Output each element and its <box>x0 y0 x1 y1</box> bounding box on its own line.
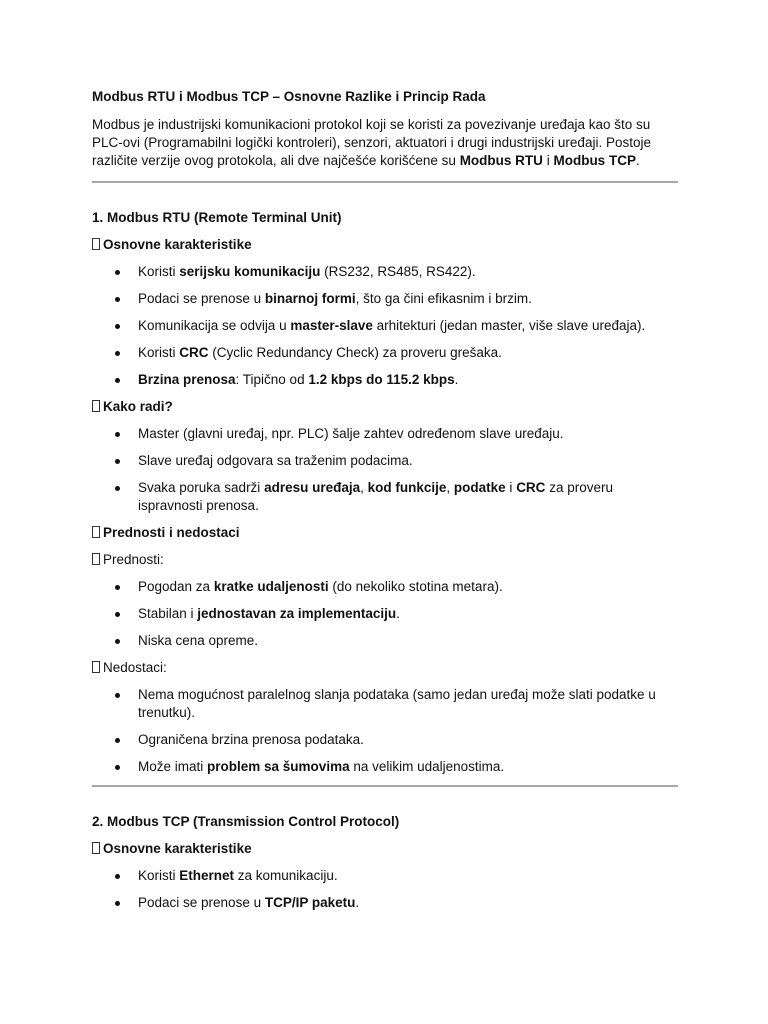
missing-glyph-icon <box>92 842 100 854</box>
bullet-icon <box>115 639 120 644</box>
list-item <box>92 371 678 389</box>
item-bold: serijsku komunikaciju <box>179 264 321 279</box>
missing-glyph-icon <box>92 661 100 673</box>
item-text: Koristi <box>138 345 180 360</box>
list-item <box>92 686 678 722</box>
bullet-icon <box>115 432 120 437</box>
document-content <box>92 88 678 921</box>
subheading-label: Osnovne karakteristike <box>103 841 252 856</box>
list-item <box>92 894 678 912</box>
item-text: (Cyclic Redundancy Check) za proveru grešaka. <box>208 345 502 360</box>
subheading-label: Kako radi? <box>103 399 173 414</box>
subheading-how-it-works <box>92 398 678 416</box>
item-text: , <box>360 480 368 495</box>
item-bold: problem sa šumovima <box>207 759 350 774</box>
intro-text: . <box>635 153 640 168</box>
item-bold: jednostavan za implementaciju <box>197 606 397 621</box>
subheading-label: Prednosti i nedostaci <box>103 525 240 540</box>
missing-glyph-icon <box>92 526 100 538</box>
bullet-icon <box>115 738 120 743</box>
section-heading-rtu: 1. Modbus RTU (Remote Terminal Unit) <box>92 210 342 225</box>
intro-text: i <box>542 153 554 168</box>
item-text: Koristi <box>138 868 180 883</box>
item-text: Podaci se prenose u <box>138 291 265 306</box>
item-text: Nema mogućnost paralelnog slanja podataka (samo jedan uređaj može slati podatke u trenutku). <box>138 687 656 720</box>
list-item <box>92 263 678 281</box>
list-item <box>92 479 678 515</box>
item-text: : Tipično od <box>235 372 309 387</box>
item-text: na velikim udaljenostima. <box>349 759 505 774</box>
item-text: Podaci se prenose u <box>138 895 265 910</box>
item-bold: Ethernet <box>179 868 235 883</box>
item-text: (RS232, RS485, RS422). <box>320 264 476 279</box>
list-item <box>92 867 678 885</box>
item-text: za komunikaciju. <box>234 868 338 883</box>
bullet-icon <box>115 901 120 906</box>
item-text: . <box>355 895 360 910</box>
list-item <box>92 425 678 443</box>
missing-glyph-icon <box>92 238 100 250</box>
subheading-tcp-characteristics <box>92 840 678 858</box>
rtu-characteristics-list <box>92 263 678 389</box>
intro-paragraph <box>92 116 678 170</box>
item-text: Koristi <box>138 264 180 279</box>
item-text: za proveru ispravnosti prenosa. <box>138 480 613 513</box>
section-heading-tcp: 2. Modbus TCP (Transmission Control Protocol) <box>92 814 400 829</box>
item-text: , što ga čini efikasnim i brzim. <box>355 291 532 306</box>
item-text: Stabilan i <box>138 606 198 621</box>
bullet-icon <box>115 765 120 770</box>
item-text: Master (glavni uređaj, npr. PLC) šalje zahtev određenom slave uređaju. <box>138 426 564 441</box>
item-text: Može imati <box>138 759 208 774</box>
item-text: . <box>396 606 400 621</box>
item-text: (do nekoliko stotina metara). <box>328 579 503 594</box>
item-bold: adresu uređaja <box>264 480 361 495</box>
list-item <box>92 632 678 650</box>
item-text: Slave uređaj odgovara sa traženim podacima. <box>138 453 413 468</box>
list-item <box>92 344 678 362</box>
bullet-icon <box>115 693 120 698</box>
item-bold: podatke <box>453 480 506 495</box>
subheading-pros-cons <box>92 524 678 542</box>
item-text: . <box>454 372 459 387</box>
item-bold: binarnoj formi <box>264 291 356 306</box>
bullet-icon <box>115 270 120 275</box>
item-text: Pogodan za <box>138 579 214 594</box>
item-bold: master-slave <box>290 318 373 333</box>
bullet-icon <box>115 378 120 383</box>
item-bold: 1.2 kbps do 115.2 kbps <box>308 372 455 387</box>
document-title: Modbus RTU i Modbus TCP – Osnovne Razlike i Princip Rada <box>92 89 486 104</box>
label-text: Nedostaci: <box>103 660 167 675</box>
list-item <box>92 452 678 470</box>
advantages-list <box>92 578 678 650</box>
item-bold: kod funkcije <box>367 480 447 495</box>
intro-bold-rtu: Modbus RTU <box>459 153 543 168</box>
item-bold: CRC <box>516 480 546 495</box>
item-bold: kratke udaljenosti <box>213 579 329 594</box>
disadvantages-list <box>92 686 678 776</box>
rtu-how-list <box>92 425 678 515</box>
bullet-icon <box>115 874 120 879</box>
item-text: i <box>505 480 517 495</box>
disadvantages-label <box>92 659 678 677</box>
item-text: Svaka poruka sadrži <box>138 480 265 495</box>
subheading-label: Osnovne karakteristike <box>103 237 252 252</box>
bullet-icon <box>115 585 120 590</box>
item-text: Komunikacija se odvija u <box>138 318 291 333</box>
advantages-label <box>92 551 678 569</box>
bullet-icon <box>115 297 120 302</box>
label-text: Prednosti: <box>103 552 164 567</box>
item-text: Ograničena brzina prenosa podataka. <box>138 732 364 747</box>
item-bold: TCP/IP paketu <box>264 895 356 910</box>
bullet-icon <box>115 459 120 464</box>
list-item <box>92 317 678 335</box>
bullet-icon <box>115 324 120 329</box>
missing-glyph-icon <box>92 553 100 565</box>
subheading-rtu-characteristics <box>92 236 678 254</box>
item-text: , <box>446 480 454 495</box>
item-bold: CRC <box>179 345 209 360</box>
list-item <box>92 290 678 308</box>
item-text: Niska cena opreme. <box>138 633 259 648</box>
horizontal-rule <box>92 181 678 183</box>
missing-glyph-icon <box>92 400 100 412</box>
list-item <box>92 578 678 596</box>
intro-bold-tcp: Modbus TCP <box>553 153 636 168</box>
list-item <box>92 758 678 776</box>
list-item <box>92 731 678 749</box>
item-bold: Brzina prenosa <box>138 372 236 387</box>
horizontal-rule <box>92 785 678 787</box>
item-text: arhitekturi (jedan master, više slave uređaja). <box>372 318 646 333</box>
bullet-icon <box>115 486 120 491</box>
intro-text: Modbus je industrijski komunikacioni protokol koji se koristi za povezivanje uređaja kao što su PLC-ovi (Programabilni logički kontroleri), senzori, aktuatori i drugi industrijski uređaji. Postoje različite verzije ovog protokola, ali dve najčešće korišćene su <box>92 117 651 168</box>
tcp-characteristics-list <box>92 867 678 912</box>
bullet-icon <box>115 612 120 617</box>
bullet-icon <box>115 351 120 356</box>
list-item <box>92 605 678 623</box>
